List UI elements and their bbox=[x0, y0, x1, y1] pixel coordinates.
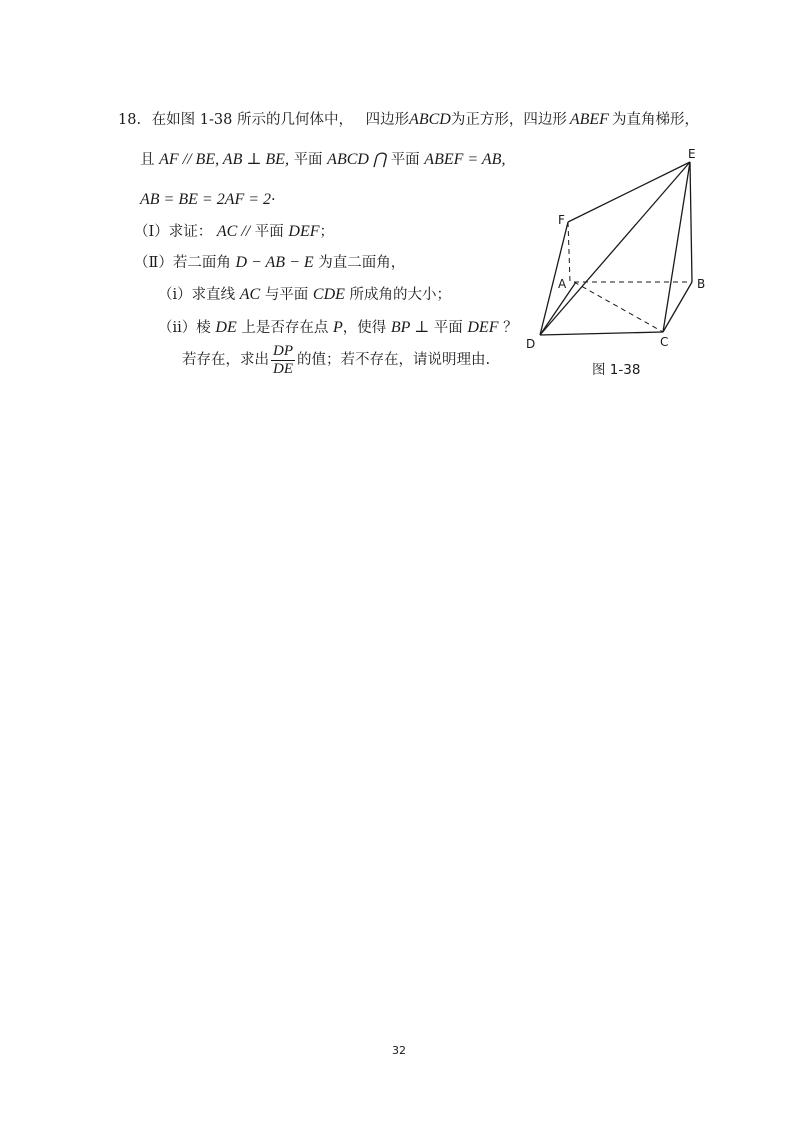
lengths-line bbox=[140, 190, 276, 210]
intro-text-c: 为正方形，四边形 bbox=[450, 112, 567, 128]
edge-dc bbox=[540, 332, 663, 335]
sub-2-text-2: ，使得 bbox=[342, 320, 387, 336]
sub-2-math-1: DE bbox=[215, 319, 237, 336]
sub-2-cont-text-1: 若存在，求出 bbox=[182, 352, 269, 368]
page-number: 32 bbox=[392, 1044, 406, 1057]
cond-prefix: 且 bbox=[140, 152, 155, 168]
intro-text-d: 为直角梯形， bbox=[611, 112, 699, 128]
sub-1-math-1: AC bbox=[239, 286, 261, 303]
cond-math-1: AF // BE, AB ⊥ BE, bbox=[159, 151, 289, 168]
part-2-math: D − AB − E bbox=[235, 254, 314, 271]
sub-2-label: （ii）棱 bbox=[158, 320, 211, 336]
fraction-dp-de bbox=[271, 343, 295, 378]
edge-be bbox=[690, 162, 692, 282]
vertex-label-e: E bbox=[688, 147, 696, 161]
sub-2-end: ？ bbox=[503, 320, 518, 336]
vertex-label-f: F bbox=[558, 213, 565, 227]
problem-intro-line bbox=[118, 110, 699, 130]
intro-text-a: 在如图 1-38 所示的几何体中， bbox=[151, 112, 353, 128]
sub-2-math-2: P bbox=[332, 319, 343, 336]
sub-1-text-2: 所成角的大小； bbox=[349, 287, 452, 303]
part-1-math: AC // bbox=[216, 223, 251, 240]
sub-1-text-1: 与平面 bbox=[264, 287, 309, 303]
intro-text-b: 四边形 bbox=[365, 112, 410, 128]
conditions-line bbox=[140, 150, 505, 170]
trapezoid-name: ABEF bbox=[569, 111, 609, 128]
cond-text-2: 平面 bbox=[390, 152, 420, 168]
part-1-end: ； bbox=[319, 224, 335, 240]
edge-de bbox=[540, 162, 690, 335]
lengths-math: AB = BE = 2AF = 2 bbox=[140, 191, 272, 208]
sub-2-text-3: 平面 bbox=[433, 320, 463, 336]
sub-1-label: （i）求直线 bbox=[158, 287, 236, 303]
sub-2-math-3: BP ⊥ bbox=[390, 319, 430, 336]
figure-caption: 图 1-38 bbox=[592, 362, 641, 378]
sub-1-math-2: CDE bbox=[312, 286, 345, 303]
sub-2-text-1: 上是否存在点 bbox=[241, 320, 329, 336]
sub-question-2 bbox=[158, 318, 518, 338]
sub-question-2-continued bbox=[182, 342, 490, 378]
sub-question-1 bbox=[158, 285, 451, 305]
cond-math-2: ABCD ⋂ bbox=[327, 151, 387, 168]
part-2 bbox=[134, 253, 405, 273]
edge-fe bbox=[568, 162, 690, 222]
vertex-label-c: C bbox=[660, 335, 669, 349]
vertex-label-d: D bbox=[526, 337, 536, 351]
cond-math-3: ABEF = AB, bbox=[424, 151, 506, 168]
vertex-label-b: B bbox=[697, 277, 706, 291]
sub-2-math-4: DEF bbox=[467, 319, 499, 336]
lengths-end: · bbox=[271, 192, 276, 208]
fraction-numerator: DP bbox=[273, 342, 293, 359]
edge-fa-hidden bbox=[568, 222, 570, 282]
part-2-text: 为直二面角， bbox=[318, 255, 406, 271]
part-1-label: （Ⅰ）求证： bbox=[134, 224, 213, 240]
vertex-label-a: A bbox=[558, 277, 567, 291]
sub-2-cont-text-2: 的值；若不存在，请说明理由. bbox=[297, 352, 491, 368]
square-name: ABCD bbox=[409, 111, 451, 128]
part-2-label: （Ⅱ）若二面角 bbox=[134, 255, 231, 271]
edge-ac-hidden bbox=[574, 282, 663, 332]
cond-text-1: 平面 bbox=[293, 152, 323, 168]
part-1-math-2: DEF bbox=[288, 223, 320, 240]
problem-number: 18. bbox=[118, 112, 142, 128]
geometry-figure bbox=[520, 140, 720, 355]
fraction-denominator: DE bbox=[273, 360, 293, 377]
part-1 bbox=[134, 222, 334, 242]
part-1-text: 平面 bbox=[254, 224, 284, 240]
